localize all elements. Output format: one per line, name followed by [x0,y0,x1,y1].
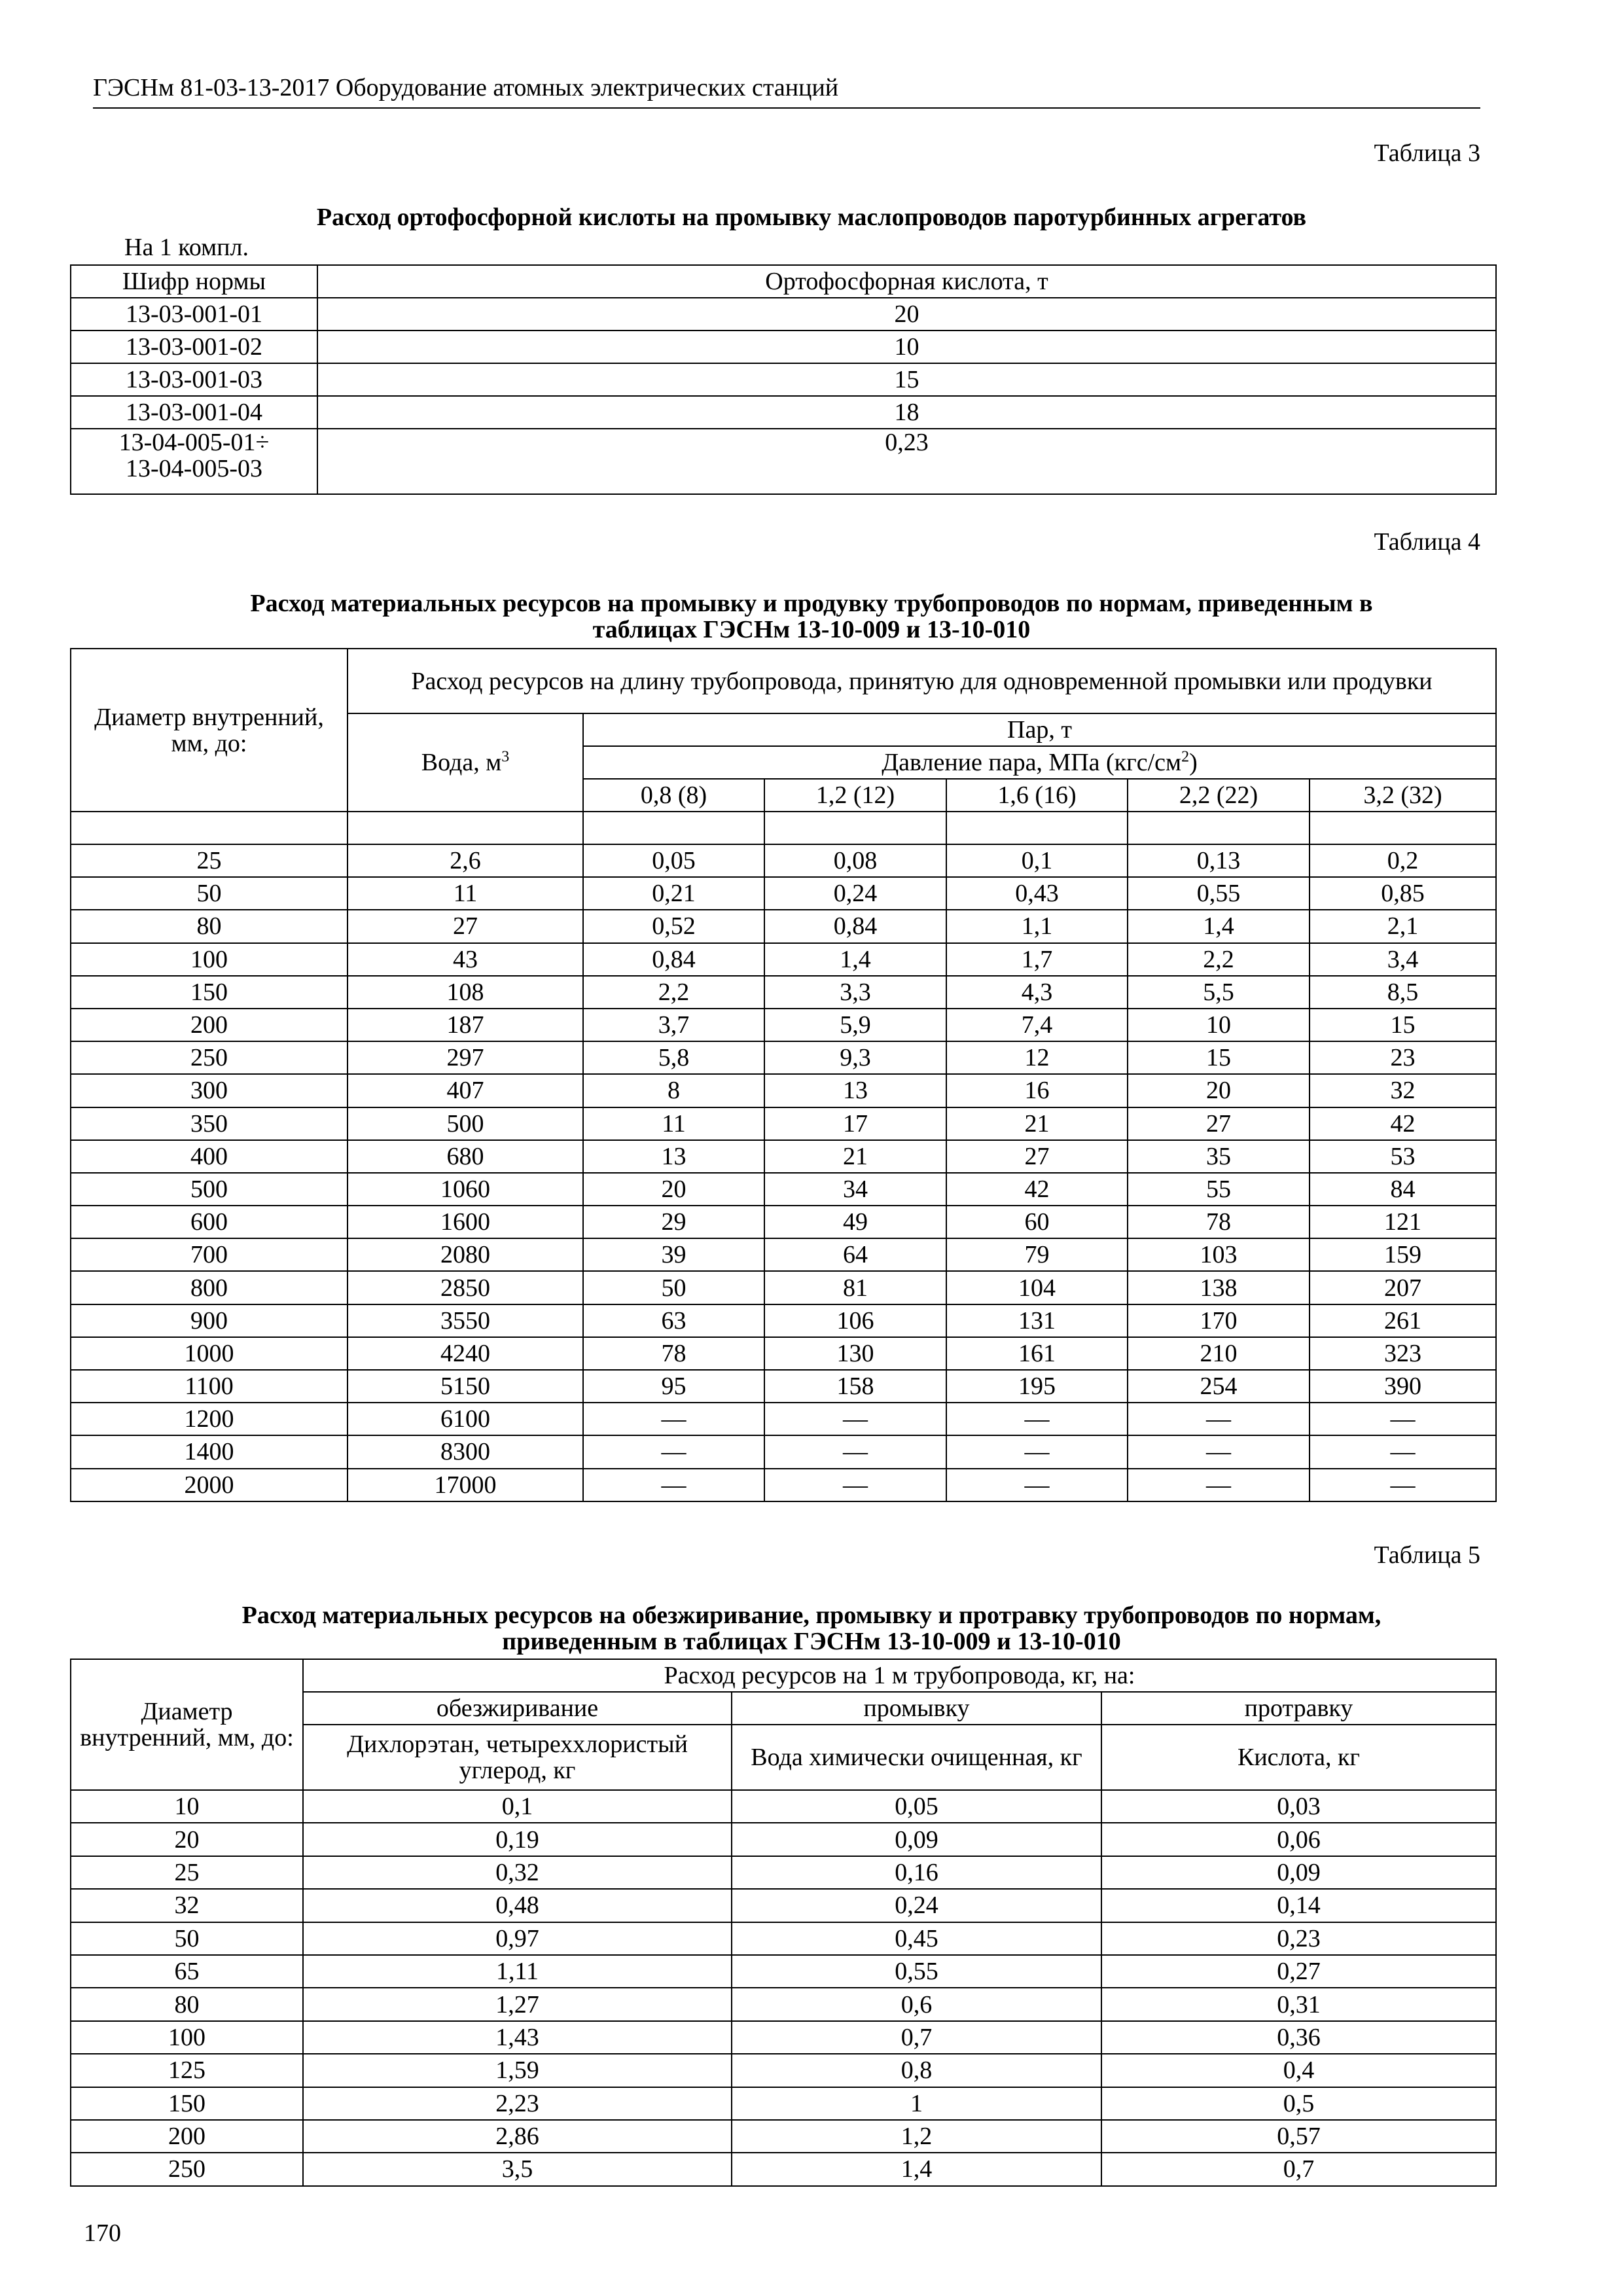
table-cell: 0,43 [946,877,1128,910]
table-cell: 8 [583,1074,764,1107]
water-label: Вода, м [421,749,502,776]
table-cell: 0,7 [732,2021,1101,2054]
table-cell: — [583,1435,764,1468]
table-cell: 17 [764,1107,946,1140]
table-row [71,2087,1496,2120]
table-row [71,1009,1496,1041]
table-cell: 0,8 [732,2054,1101,2087]
table-cell: 17000 [348,1469,583,1501]
table-cell: 7,4 [946,1009,1128,1041]
table-row [71,1140,1496,1173]
table-cell: 27 [348,910,583,942]
table-cell: 350 [71,1107,348,1140]
table-row [71,1435,1496,1468]
table-cell: 250 [71,1041,348,1074]
table-5-title-line-1: Расход материальных ресурсов на обезжиривание, промывку и протравку трубопроводов по нормам, [241,1602,1382,1629]
table-cell: 297 [348,1041,583,1074]
table-cell: 2,23 [303,2087,732,2120]
table-cell: — [764,1403,946,1435]
table-row [71,1107,1496,1140]
table-cell: 32 [71,1889,303,1922]
water-unit-sup: 3 [501,748,510,766]
table-cell: 80 [71,1988,303,2020]
table-cell [71,429,317,494]
table-3-header-code: Шифр нормы [71,265,317,298]
table-row [71,2153,1496,2185]
table-cell: 3,5 [303,2153,732,2185]
material-header: Вода химически очищенная, кг [732,1725,1101,1790]
table-cell: 42 [946,1173,1128,1206]
table-cell: 100 [71,943,348,976]
table-cell: 1,4 [732,2153,1101,2185]
table-5-caption: Таблица 5 [1374,1541,1480,1569]
table-cell: 0,05 [583,844,764,877]
table-cell: 195 [946,1370,1128,1403]
table-cell: — [1310,1403,1496,1435]
table-cell: 1600 [348,1206,583,1238]
table-cell [946,812,1128,844]
table-cell [764,812,946,844]
table-cell: 1400 [71,1435,348,1468]
table-4 [70,648,1497,1502]
code-line: 13-04-005-03 [126,455,262,482]
table-cell: 78 [583,1337,764,1370]
table-cell: 700 [71,1238,348,1271]
table-cell: 50 [71,877,348,910]
table-cell: 0,52 [583,910,764,942]
table-cell: 3,7 [583,1009,764,1041]
table-row [71,1889,1496,1922]
table-cell: 4,3 [946,976,1128,1009]
table-row [71,298,1496,331]
table-cell: 0,32 [303,1856,732,1889]
table-cell: 34 [764,1173,946,1206]
table-cell: 187 [348,1009,583,1041]
table-cell: 5,9 [764,1009,946,1041]
table-cell: 1,7 [946,943,1128,976]
table-cell: 300 [71,1074,348,1107]
table-cell: 0,14 [1101,1889,1496,1922]
table-cell: 23 [1310,1041,1496,1074]
table-cell: 0,97 [303,1922,732,1955]
table-cell: 29 [583,1206,764,1238]
table-cell: 11 [348,877,583,910]
document-header: ГЭСНм 81-03-13-2017 Оборудование атомных электрических станций [93,73,1480,109]
table-cell: 161 [946,1337,1128,1370]
table-cell: 1,4 [1128,910,1310,942]
table-cell: 0,1 [303,1790,732,1823]
table-cell: 106 [764,1304,946,1337]
table-5 [70,1659,1497,2187]
table-cell: — [1128,1403,1310,1435]
table-row [71,877,1496,910]
table-cell: 3,4 [1310,943,1496,976]
table-cell: 27 [946,1140,1128,1173]
table-4-header-pressure [583,746,1496,779]
table-cell: 2,6 [348,844,583,877]
pressure-label: Давление пара, МПа (кгс/см [882,749,1182,776]
table-cell: 2,1 [1310,910,1496,942]
material-header: Кислота, кг [1101,1725,1496,1790]
table-cell: 21 [764,1140,946,1173]
table-cell: 0,13 [1128,844,1310,877]
table-cell: 0,45 [732,1922,1101,1955]
table-cell: 95 [583,1370,764,1403]
table-cell: 500 [348,1107,583,1140]
table-cell: 25 [71,1856,303,1889]
table-cell: 78 [1128,1206,1310,1238]
table-row [71,1337,1496,1370]
table-cell: 0,31 [1101,1988,1496,2020]
table-row [71,1304,1496,1337]
table-cell: 2000 [71,1469,348,1501]
table-cell: 3550 [348,1304,583,1337]
table-cell: 130 [764,1337,946,1370]
table-cell: 0,36 [1101,2021,1496,2054]
op-header: протравку [1101,1692,1496,1725]
table-cell: 0,85 [1310,877,1496,910]
table-cell: 4240 [348,1337,583,1370]
table-row [71,1823,1496,1856]
table-cell [348,812,583,844]
table-cell: 1,4 [764,943,946,976]
table-cell: 42 [1310,1107,1496,1140]
table-cell: — [583,1403,764,1435]
table-row [71,1403,1496,1435]
table-cell: 390 [1310,1370,1496,1403]
table-cell: 84 [1310,1173,1496,1206]
table-cell: 5,8 [583,1041,764,1074]
table-cell: 8,5 [1310,976,1496,1009]
table-cell: 680 [348,1140,583,1173]
table-cell: 5150 [348,1370,583,1403]
table-cell: 20 [1128,1074,1310,1107]
table-cell: 0,48 [303,1889,732,1922]
table-5-header-diameter: Диаметр внутренний, мм, до: [71,1659,303,1790]
pressure-column-header: 1,2 (12) [764,779,946,812]
table-cell: 50 [71,1922,303,1955]
table-5-title-line-2: приведенным в таблицах ГЭСНм 13-10-009 и 13-10-010 [502,1628,1121,1655]
table-cell: 0,84 [764,910,946,942]
table-4-header-group: Расход ресурсов на длину трубопровода, принятую для одновременной промывки или продувки [348,649,1496,713]
table-row [71,2120,1496,2153]
table-cell: 1,11 [303,1955,732,1988]
table-cell: 10 [317,331,1496,363]
table-cell: 121 [1310,1206,1496,1238]
table-cell: 15 [1128,1041,1310,1074]
table-cell: 3,3 [764,976,946,1009]
table-row [71,943,1496,976]
table-5-header-group: Расход ресурсов на 1 м трубопровода, кг, на: [303,1659,1496,1692]
table-cell: 63 [583,1304,764,1337]
table-cell: 0,4 [1101,2054,1496,2087]
table-row [71,1469,1496,1501]
pressure-close: ) [1189,749,1198,776]
table-cell: 0,57 [1101,2120,1496,2153]
table-cell [1128,812,1310,844]
table-cell: 16 [946,1074,1128,1107]
table-4-title-line-1: Расход материальных ресурсов на промывку и продувку трубопроводов по нормам, приведенным в [250,590,1373,617]
table-cell: 80 [71,910,348,942]
table-cell: 125 [71,2054,303,2087]
table-cell: 1,43 [303,2021,732,2054]
table-cell: 1,1 [946,910,1128,942]
table-cell: 0,19 [303,1823,732,1856]
table-cell: 0,6 [732,1988,1101,2020]
table-cell: 131 [946,1304,1128,1337]
table-cell: 18 [317,396,1496,429]
pressure-column-header: 0,8 (8) [583,779,764,812]
table-cell: — [1128,1435,1310,1468]
table-cell: 1000 [71,1337,348,1370]
table-cell: 35 [1128,1140,1310,1173]
code-line: 13-04-005-01÷ [118,429,270,456]
table-row [71,1856,1496,1889]
table-cell: — [946,1469,1128,1501]
table-row [71,1955,1496,1988]
op-header: обезжиривание [303,1692,732,1725]
table-row [71,1074,1496,1107]
table-cell: 100 [71,2021,303,2054]
table-row [71,1790,1496,1823]
table-cell: 53 [1310,1140,1496,1173]
table-cell: 0,24 [732,1889,1101,1922]
table-cell: 1,59 [303,2054,732,2087]
table-cell: 1200 [71,1403,348,1435]
table-row [71,1370,1496,1403]
table-row [71,1922,1496,1955]
table-4-header-diameter: Диаметр внутренний, мм, до: [71,649,348,812]
table-cell: 0,08 [764,844,946,877]
table-row [71,2021,1496,2054]
table-cell: 2,86 [303,2120,732,2153]
table-row [71,1988,1496,2020]
table-cell: 15 [317,363,1496,396]
table-cell: 254 [1128,1370,1310,1403]
table-cell: 13-03-001-04 [71,396,317,429]
table-row [71,429,1496,494]
table-cell: 200 [71,1009,348,1041]
table-cell: 0,21 [583,877,764,910]
table-cell: 0,23 [317,429,1496,494]
pressure-column-header: 1,6 (16) [946,779,1128,812]
table-cell: 1,2 [732,2120,1101,2153]
table-cell: 900 [71,1304,348,1337]
table-cell: 11 [583,1107,764,1140]
table-row [71,1173,1496,1206]
table-cell: 0,03 [1101,1790,1496,1823]
table-cell: 49 [764,1206,946,1238]
pressure-column-header: 3,2 (32) [1310,779,1496,812]
table-cell [71,812,348,844]
table-cell: 0,5 [1101,2087,1496,2120]
pressure-column-header: 2,2 (22) [1128,779,1310,812]
table-cell: 207 [1310,1271,1496,1304]
table-cell: 27 [1128,1107,1310,1140]
table-cell: — [946,1403,1128,1435]
table-row [71,1238,1496,1271]
table-cell: 600 [71,1206,348,1238]
table-row [71,1271,1496,1304]
table-cell: 158 [764,1370,946,1403]
table-cell: 323 [1310,1337,1496,1370]
table-cell: 108 [348,976,583,1009]
table-3-unit-note: На 1 компл. [124,234,249,261]
table-cell: — [583,1469,764,1501]
table-4-title-line-2: таблицах ГЭСНм 13-10-009 и 13-10-010 [592,616,1031,643]
table-cell: 65 [71,1955,303,1988]
table-cell [1310,812,1496,844]
table-3 [70,264,1497,495]
table-cell: — [764,1435,946,1468]
table-cell: 0,27 [1101,1955,1496,1988]
table-row [71,2054,1496,2087]
table-cell: 10 [71,1790,303,1823]
table-cell: 1,27 [303,1988,732,2020]
table-cell: 0,09 [1101,1856,1496,1889]
table-cell: 0,84 [583,943,764,976]
table-cell: 50 [583,1271,764,1304]
table-cell: 150 [71,2087,303,2120]
table-3-title: Расход ортофосфорной кислоты на промывку маслопроводов паротурбинных агрегатов [316,204,1307,231]
table-cell: 10 [1128,1009,1310,1041]
pressure-unit-sup: 2 [1181,748,1190,766]
table-cell: 64 [764,1238,946,1271]
table-row [71,910,1496,942]
table-row [71,396,1496,429]
table-row [71,363,1496,396]
table-cell: — [1310,1435,1496,1468]
table-cell: 0,2 [1310,844,1496,877]
table-cell: 2850 [348,1271,583,1304]
table-cell: 60 [946,1206,1128,1238]
table-cell: 5,5 [1128,976,1310,1009]
table-cell [583,812,764,844]
table-cell: 1 [732,2087,1101,2120]
table-cell: 103 [1128,1238,1310,1271]
table-cell: 150 [71,976,348,1009]
blank-row [71,812,1496,844]
table-cell: 170 [1128,1304,1310,1337]
table-cell: 13-03-001-01 [71,298,317,331]
table-row [71,844,1496,877]
table-cell: 20 [583,1173,764,1206]
table-cell: 104 [946,1271,1128,1304]
table-cell: 8300 [348,1435,583,1468]
table-cell: 20 [71,1823,303,1856]
table-cell: 0,7 [1101,2153,1496,2185]
table-cell: 500 [71,1173,348,1206]
table-cell: 0,55 [1128,877,1310,910]
table-cell: 25 [71,844,348,877]
table-cell: 20 [317,298,1496,331]
table-cell: — [1128,1469,1310,1501]
table-cell: 261 [1310,1304,1496,1337]
table-cell: 0,16 [732,1856,1101,1889]
table-4-header-steam: Пар, т [583,713,1496,746]
table-cell: 32 [1310,1074,1496,1107]
table-cell: 0,1 [946,844,1128,877]
table-cell: 0,24 [764,877,946,910]
table-cell: 43 [348,943,583,976]
table-cell: 13 [583,1140,764,1173]
op-header: промывку [732,1692,1101,1725]
table-cell: 39 [583,1238,764,1271]
table-cell: 0,55 [732,1955,1101,1988]
table-cell: 21 [946,1107,1128,1140]
table-cell: 13-03-001-02 [71,331,317,363]
table-cell: 138 [1128,1271,1310,1304]
table-row [71,1206,1496,1238]
table-4-header-water [348,713,583,812]
table-cell: — [764,1469,946,1501]
table-cell: 210 [1128,1337,1310,1370]
table-4-caption: Таблица 4 [1374,528,1480,556]
table-cell: 13-03-001-03 [71,363,317,396]
table-cell: 79 [946,1238,1128,1271]
page-number: 170 [84,2219,121,2247]
table-cell: 800 [71,1271,348,1304]
table-row [71,1041,1496,1074]
table-cell: 2080 [348,1238,583,1271]
material-header: Дихлорэтан, четыреххлористый углерод, кг [303,1725,732,1790]
table-cell: 6100 [348,1403,583,1435]
table-cell: 0,05 [732,1790,1101,1823]
table-row [71,331,1496,363]
table-cell: 9,3 [764,1041,946,1074]
table-cell: 81 [764,1271,946,1304]
table-3-caption: Таблица 3 [1374,139,1480,167]
table-cell: 12 [946,1041,1128,1074]
table-cell: 0,09 [732,1823,1101,1856]
table-3-header-acid: Ортофосфорная кислота, т [317,265,1496,298]
table-cell: 159 [1310,1238,1496,1271]
table-cell: 0,23 [1101,1922,1496,1955]
table-cell: 407 [348,1074,583,1107]
table-cell: 1060 [348,1173,583,1206]
table-cell: 2,2 [583,976,764,1009]
table-cell: — [946,1435,1128,1468]
table-cell: 2,2 [1128,943,1310,976]
table-cell: 250 [71,2153,303,2185]
table-cell: 0,06 [1101,1823,1496,1856]
table-cell: 55 [1128,1173,1310,1206]
table-cell: 13 [764,1074,946,1107]
table-cell: — [1310,1469,1496,1501]
table-cell: 1100 [71,1370,348,1403]
table-cell: 15 [1310,1009,1496,1041]
table-cell: 400 [71,1140,348,1173]
table-row [71,976,1496,1009]
table-cell: 200 [71,2120,303,2153]
